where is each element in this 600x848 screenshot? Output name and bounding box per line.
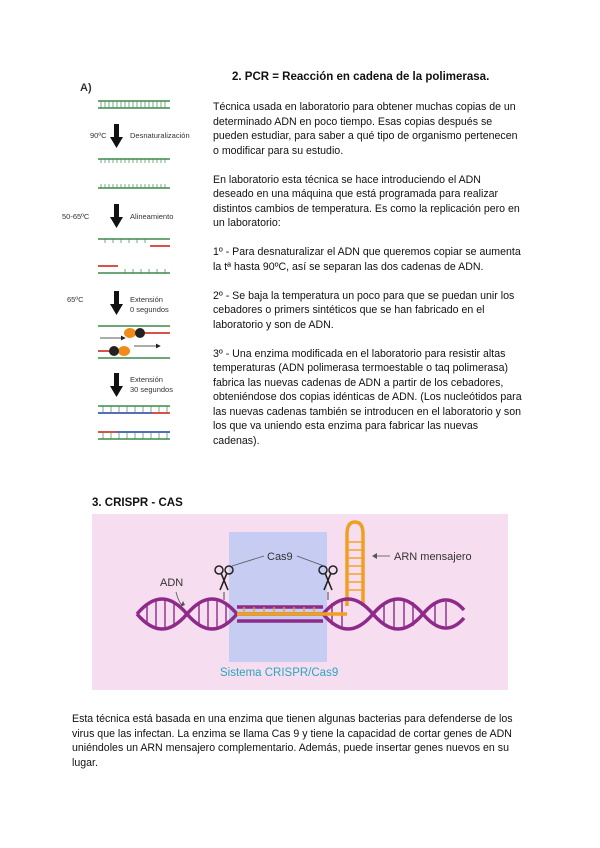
arrow-down-icon [110,291,123,315]
step3-temp: 65ºC [67,295,84,304]
paragraph: 2º - Se baja la temperatura un poco para que se puedan unir los cebadores o primers sintéticos que se han fabricado en el laboratorio y son de ADN. [213,289,515,331]
paragraph: 1º - Para desnaturalizar el ADN que queremos copiar se aumenta la tª hasta 90ºC, así se separan las dos cadenas de ADN. [213,246,521,273]
dna-double-strand [98,101,170,108]
arn-rungs [347,542,363,590]
adn-label: ADN [160,577,184,589]
section3-title: 3. CRISPR - CAS [92,497,183,509]
section2-body [213,100,523,463]
crispr-figure [92,514,508,690]
section3-paragraph: Esta técnica está basada en una enzima que tienen algunas bacterias para defenderse de los virus que las infectan. La enzima se llama Cas 9 y tiene la capacidad de cortar genes de ADN uniéndoles un ARN mensajero complementario. Además, puede insertar genes nuevos en su lugar. [72,713,513,769]
arrow-down-icon [110,124,123,148]
step2-temp: 50-65ºC [62,212,90,221]
dna-with-primers [98,239,170,273]
arn-label: ARN mensajero [394,551,472,563]
paragraph: En laboratorio esta técnica se hace introduciendo el ADN deseado en una máquina que está programada para realizar distintos cambios de temperatura. Es como la replicación pero en un laboratorio: [213,173,520,229]
step4-label-1: Extensión [130,375,163,384]
arrow-down-icon [110,373,123,397]
step1-label: Desnaturalización [130,131,190,140]
panel-label: A) [80,82,92,94]
step3-label-2: 0 segundos [130,305,169,314]
arn-hairpin [347,522,363,606]
system-label: Sistema CRISPR/Cas9 [220,667,339,679]
dna-single-strands [98,159,170,188]
paragraph: 3º - Una enzima modificada en el laboratorio para resistir altas temperaturas (ADN polimerasa termoestable o taq polimerasa) fabrica las nuevas cadenas de ADN a partir de los cebadores, obteniéndose dos copias idénticas de ADN. (Los nucleótidos para las nuevas cadenas también se introducen en el laboratorio y son los que va uniendo esta enzima para fabricar las nuevas cadenas). [213,347,522,447]
cas9-label: Cas9 [267,551,293,563]
step3-label-1: Extensión [130,295,163,304]
polymerase-icon [124,328,136,338]
dna-two-copies [98,406,170,439]
section2-title: 2. PCR = Reacción en cadena de la polimerasa. [232,71,490,83]
polymerase-icon [118,346,130,356]
paragraph: Técnica usada en laboratorio para obtener muchas copias de un determinado ADN en poco tiempo. Esas copias después se pueden estudiar, para saber a qué tipo de organismo pertenecen o modificar para su estudio. [213,101,518,157]
dna-extension [98,326,170,358]
step2-label: Alineamiento [130,212,174,221]
pcr-figure [62,76,220,456]
step4-label-2: 30 segundos [130,385,173,394]
arrow-down-icon [110,204,123,228]
step1-temp: 90ºC [90,131,107,140]
